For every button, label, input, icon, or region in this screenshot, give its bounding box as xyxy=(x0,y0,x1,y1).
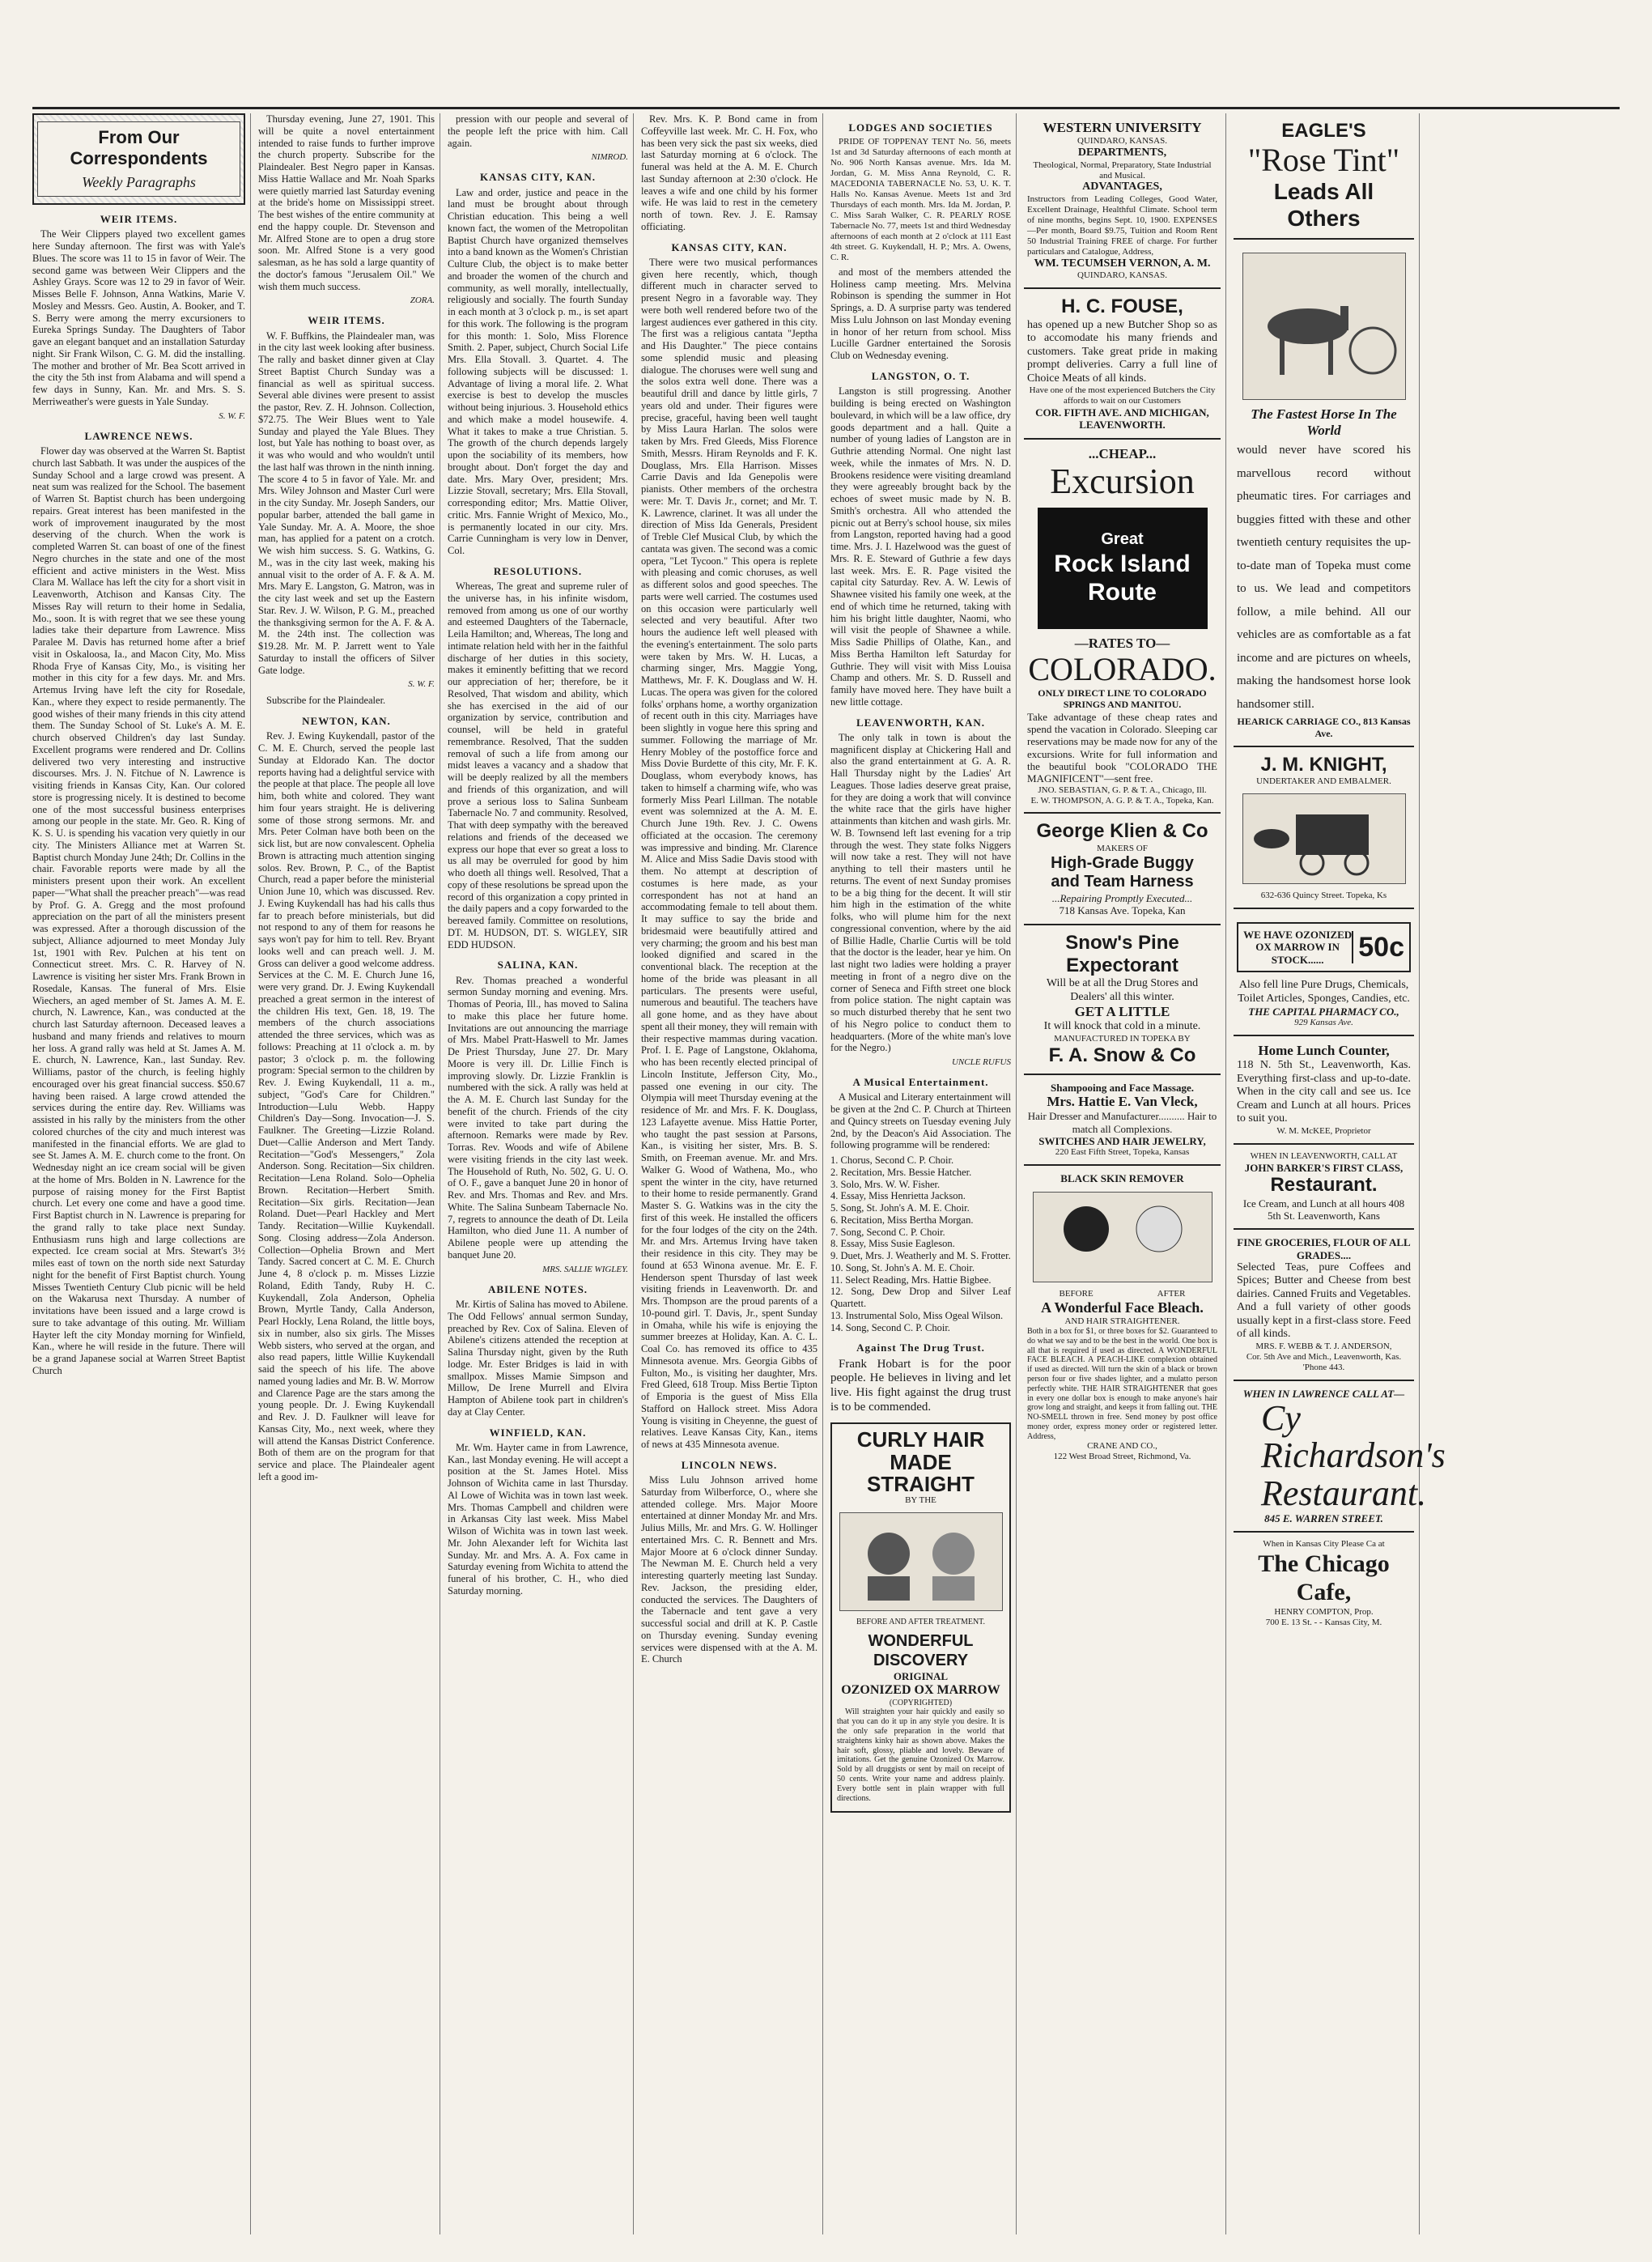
heading-kansas-city-2: KANSAS CITY, KAN. xyxy=(671,240,788,253)
before-after-faces-icon xyxy=(848,1521,994,1602)
article-continued: Thursday evening, June 27, 1901. This will be quite a novel entertainment intended to raise funds to further improve the church property. Subscribe for the Plaindealer. Best Negro paper in Kansas. Miss Hattie Wallace and Mr. Noah Sparks were quietly married last Saturday evening at the bride's home on Mississippi street. The best wishes of the entire community at end the happy couple. Dr. Stevenson and Mr. Alfred Stone are to open a drug store soon. Mr. Alfred Stone is a very good salesman, as he has sold a large quantity of the doctor's famous "Jerusalem Oil." We wish them much success. xyxy=(258,113,435,292)
article-continued: Rev. Mrs. K. P. Bond came in from Coffeyville last week. Mr. C. H. Fox, who has been very sick the past six weeks, died last Saturday morning at 6 o'clock. The funeral was held at the A. M. E. Church last Sunday afternoon at 2:30 o'clock. He leaves a wife and one child by his former wife. He was laid to rest in the cemetery north of town. Rev. J. E. Ramsay officiating. xyxy=(641,113,818,232)
signature: MRS. SALLIE WIGLEY. xyxy=(542,1264,628,1274)
heading-musical: A Musical Entertainment. xyxy=(852,1076,989,1089)
heading-resolutions: RESOLUTIONS. xyxy=(493,564,583,577)
heading-kansas-city: KANSAS CITY, KAN. xyxy=(480,171,596,184)
article-abilene: Mr. Kirtis of Salina has moved to Abilene. The Odd Fellows' annual sermon Sunday, preached by Rev. Cox of Salina. Eleven of Abilene's citizens attended the reception at Salina Thursday night, given by the Ruth lodge. Mr. Ester Bridges is laid in with smallpox. Misses Mamie Simpson and Millow, De Irene Murrell and Elvira Hampton of Abilene took part in children's day at Clay Center. xyxy=(448,1299,628,1418)
signature: NIMROD. xyxy=(591,152,628,163)
fouse-butcher-ad: H. C. FOUSE, has opened up a new Butcher Shop so as to accomodate his many friends and customers. Take great pride in making prompt deliveries. Carry a full line of Choice Meats of all kinds. Have one of the most experienced Butchers the City affords to wait on our Customers COR. FIFTH AVE. AND MICHIGAN, LEAVENWORTH. xyxy=(1024,289,1221,439)
article-resolutions: Whereas, The great and supreme ruler of the universe has, in his infinite wisdom, removed from among us one of our worthy and esteemed Daughters of the Tabernacle, Leila Hamilton; and, Whereas, The long and intimate relation held with her in the faithful discharge of her duties in this society, makes it eminently befitting that we record our appreciation of her; therefore, be it Resolved, That wisdom and ability, which she has exercised in the aid of our organization by service, contribution and counsel, will be held in grateful remembrance. Resolved, That the sudden removal of such a life from among our midst leaves a vacancy and a shadow that will be deeply realized by all the members and friends of this organization, and will prove a serious loss to Salina Sunbeam Tabernacle No. 7 and community. Resolved, That with deep sympathy with the bereaved relations and friends of the deceased we express our hope that ever so great a loss to us all may be overruled for good by him who doeth all things well. Resolved, That a copy of these resolutions be spread upon the record of this organization a copy printed in the daily papers and a copy forwarded to the bereaved family. Committee on resolutions, DT. M. HUDSON, DT. S. WIGLEY, SIR EDD HUDSON. xyxy=(448,580,628,950)
face-portraits-icon xyxy=(1042,1197,1204,1278)
program-item: 3. Solo, Mrs. W. W. Fisher. xyxy=(830,1178,941,1190)
groceries-ad: FINE GROCERIES, FLOUR OF ALL GRADES.... Selected Teas, pure Coffees and Spices; Butter and Cheese from best dairies. Canned Fruits and Vegetables. And a full variety of other goods usually kept in a first-class store. Feed of all kinds. MRS. F. WEBB & T. J. ANDERSON, Cor. 5th Ave and Mich., Leavenworth, Kas. 'Phone 443. xyxy=(1234,1230,1414,1381)
hearick-carriage-ad: The Fastest Horse In The World would never have scored his marvellous record without pheumatic tires. For carriages and buggies fitted with these and other twentieth century requisites the up-to-date man of Topeka must come to us. We lead and competitors follow, a mile behind. All our vehicles are as comfortable as a fat income and are pictures on wheels, making the handsomest horse look handsomer still. HEARICK CARRIAGE CO., 813 Kansas Ave. xyxy=(1234,240,1414,746)
signature: ZORA. xyxy=(410,296,435,306)
article-langston: Langston is still progressing. Another building is being erected on Washington boulevard, in which will be a law office, dry goods department and a hall. Quite a number of young ladies of Langston are in Guthrie attending Normal. One night last week, while the inmates of Mrs. N. D. Brookens residence were visiting dreamland they were agreeably brought back by the echoes of sweet music made by N. B. Smith's orchestra. All who attended the picnic out at Berry's school house, six miles from Langston, reported having had a good time. Mrs. J. I. Hazelwood was the guest of Mrs. R. E. Steward of Guthrie a few days last week. Mrs. E. R. Page visited the capital city Saturday. Rev. A. W. Lewis of Shawnee visited his family one week, at the end of which time he returned, taking with him his bright little daughter, Naomi, who will visit the people of Shawnee a while. Miss Sadie Phillips of Olathe, Kan., and Miss Bertha Hamilton left Saturday for Guthrie. They will visit with Miss Louisa Champ and others. Mr. S. D. Russell and family have moved here. They have built a new little cottage. xyxy=(830,385,1011,708)
article-continued: pression with our people and several of the people left the price with him. Call again. xyxy=(448,113,628,149)
knight-undertaker-ad: J. M. KNIGHT, UNDERTAKER AND EMBALMER. 632-636 Quincy Street. Topeka, Ks xyxy=(1234,747,1414,909)
article-salina: Rev. Thomas preached a wonderful sermon Sunday morning and evening. Mrs. Thomas of Peoria, Ill., has moved to Salina to make this place her future home. Invitations are out announcing the marriage of Mrs. Mabel Pratt-Haswell to Mr. James De Priest Thursday, June 27. Dr. Mary Moore is very ill. Dr. Lillie Finch is improving slowly. Dr. Lizzie Franklin is numbered with the sick. A rally was held at the A. M. E. Church last Sunday for the benefit of the church. Friends of the city were invited to take part during the afternoon. Remarks were made by Rev. Torras. Rev. Woods and wife of Abilene were visiting friends in the city last week. The Household of Ruth, No. 502, G. U. O. of O. F., gave a banquet June 20 in honor of Rev. and Mrs. Thomas and Rev. and Mrs. White. The Salina Sunbeam Tabernacle No. 7, regrets to announce the death of Dt. Leila Hamilton, who died June 11. A number of Abilene people were up attending the banquet June 20. xyxy=(448,974,628,1261)
masthead-box xyxy=(32,113,245,205)
columns xyxy=(32,113,1620,2234)
rose-tint-ad: EAGLE'S "Rose Tint" Leads All Others xyxy=(1234,113,1414,240)
signature: S. W. F. xyxy=(219,410,245,421)
heading-winfield: WINFIELD, KAN. xyxy=(489,1426,587,1439)
horse-buggy-icon xyxy=(1251,261,1397,391)
heading-abilene: ABILENE NOTES. xyxy=(487,1282,588,1295)
article-winfield: Mr. Wm. Hayter came in from Lawrence, Kan., last Monday evening. He will accept a position at the St. James Hotel. Miss Johnson of Wichita came in last Thursday. Al Lowe of Wichita was in town last week. Mrs. Thomas Campbell and children were in Arkansas City last week. Miss Mabel Wilson of Wichita was in town last week. Mr. John Alexander left for Wichita last Sunday. Mr. and Mrs. A. A. Fox came in Saturday evening from Wichita to attend the funeral of his brother, C. H., who died Saturday morning. xyxy=(448,1441,628,1597)
heading-langston: LANGSTON, O. T. xyxy=(871,369,970,382)
face-bleach-ad: BLACK SKIN REMOVER BEFORE AFTER A Wonderful Face Bleach. AND HAIR STRAIGHTENER. Both in a box for $1, or three boxes for $2. Guaranteed to do what we say and to be the best in the world. One box is all that is required if used as directed. A WONDERFUL FACE BLEACH. A PEACH-LIKE complexion obtained if used as directed. Will turn the skin of a black or brown person four or five shades lighter, and a mulatto person perfectly white. THE HAIR STRAIGHTENER that goes in every one dollar box is enough to make anyone's hair grow long and straight, and keeps it from falling out. THE NO-SMELL thrown in free. Send money by post office money order, express money order or registered letter. Address, CRANE AND CO., 122 West Broad Street, Richmond, Va. xyxy=(1027,1172,1217,1462)
hearse-icon xyxy=(1247,798,1401,879)
article-newton: Rev. J. Ewing Kuykendall, pastor of the C. M. E. Church, served the people last Sunday at Eldorado Kan. The doctor reports having had a delightful service with the people at that place. The people all love him, both white and colored. They want him four years straight. He is delivering some of those strong sermons. Mr. and Mrs. Peter Colman have both been on the sick list, but are now convalescent. Ophelia Brown is attracting much attention singing solos. Rev. Brown, P. C., of the Baptist Church, read a paper before the ministerial Union June 10, which was discussed. Rev. J. Ewing Kuykendall has had his calls thus far to preach before ministerials, but did not respond to any of them for reasons he says won't pay for him to tell. Rev. Bryant looks well and can preach well. J. M. Gross can deliver a good welcome address. Services at the C. M. E. Church June 16, were very grand. Dr. J. Ewing Kuykendall preached a great sermon in the interest of the children His text, Gen. 18, 19. The members of the church associations attended the three services, which was as follows: Preaching at 11 o'clock a. m. by pastor; 3 o'clock p. m. the following program: Special sermon to the children by Rev. J. Ewing Kuykendall, 11 a. m., subject, "God's Care for Children." Introduction—Lulu Webb. Happy Children's Day—Song. Invocation—J. S. Faulkner. The Greeting—Lizzie Roland. Duet—Callie Anderson and Mert Tandy. Recitation—"God's Messengers," Zola Anderson. Song. Recitation—Six children. Recitation—Lena Roland. Solo—Ophelia Brown. Recitation—Herbert Smith. Recitation—Six girls. Recitation—Jean Roland. Duet—Pearl Hackley and Mert Tandy. Recitation—Willie Kuykendall. Song. Closing address—Zola Anderson. Collection—Ophelia Brown and Mert Tandy. Sacred concert at C. M. E. Church June 4, 8 o'clock p. m. Misses Lizzie Roland, Edith Tandy, Ruby H. C. Kuykendall, Zola Anderson, Ophelia Brown, Myrtle Tandy, Calla Anderson, Pearl Hockly, Lena Roland, the little boys, six in number, also six girls. The Misses Webb sisters, who served at the organ, and also read papers, little Willie Kuykendall said the speech of his life. The above named young ladies and Mr. B. W. Morrow and Clarence Page are the stars among the young people. Dr. J. Ewing Kuykendall and Rev. J. D. Faulkner will leave for Kansas City, Mo., next week, where they will attend the Kansas District Conference. Both of them are on the program for that service and place. The Plaindealer agent left a good im- xyxy=(258,730,435,1482)
price-badge: 50c xyxy=(1352,931,1404,963)
column-7 xyxy=(1234,113,1446,2234)
rock-island-logo: Great Rock Island Route xyxy=(1038,508,1208,629)
program-list xyxy=(830,1154,1011,1333)
program-item: 4. Essay, Miss Henrietta Jackson. xyxy=(830,1190,966,1202)
column-1 xyxy=(32,113,251,2234)
product-name: OZONIZED OX MARROW xyxy=(841,1682,1000,1697)
program-item: 12. Song, Dew Drop and Silver Leaf Quartett. xyxy=(830,1286,1011,1310)
heading-lawrence-news: LAWRENCE NEWS. xyxy=(84,429,193,442)
program-item: 13. Instrumental Solo, Miss Ogeal Wilson. xyxy=(830,1309,1004,1321)
heading-lodges: LODGES AND SOCIETIES xyxy=(848,121,993,134)
article-musical: A Musical and Literary entertainment will be given at the 2nd C. P. Church at Thirteen and Quincy streets on Tuesday evening July 2nd, by the Deacon's Aid Association. The following programme will be rendered: xyxy=(830,1091,1011,1151)
program-item: 14. Song, Second C. P. Choir. xyxy=(830,1321,950,1333)
barker-restaurant-ad: WHEN IN LEAVENWORTH, CALL AT JOHN BARKER'S FIRST CLASS, Restaurant. Ice Cream, and Lunch at all hours 408 5th St. Leavenworth, Kans xyxy=(1234,1145,1414,1230)
rock-island-ad: ...CHEAP... Excursion Great Rock Island Route —RATES TO— COLORADO. ONLY DIRECT LINE TO COLORADO SPRINGS AND MANITOU. Take advantage of these cheap rates and spend the vacation in Colorado. Sleeping car reservations may be made now for any of the excursions. Write for full information and the beautiful book "COLORADO THE MAGNIFICENT"—sent free. JNO. SEBASTIAN, G. P. & T. A., Chicago, Ill. E. W. THOMPSON, A. G. P. & T. A., Topeka, Kan. xyxy=(1024,440,1221,814)
program-item: 1. Chorus, Second C. P. Choir. xyxy=(830,1154,954,1167)
ad-title: CURLY HAIR MADE STRAIGHT xyxy=(856,1427,985,1497)
program-item: 6. Recitation, Miss Bertha Morgan. xyxy=(830,1214,974,1226)
heading-weir-items: WEIR ITEMS. xyxy=(100,213,178,226)
cy-richardson-ad: WHEN IN LAWRENCE CALL AT— Cy Richardson's Restaurant. 845 E. WARREN STREET. xyxy=(1234,1381,1414,1533)
klien-buggy-ad: George Klien & Co MAKERS OF High-Grade Buggy and Team Harness ...Repairing Promptly Executed... 718 Kansas Ave. Topeka, Kan xyxy=(1024,814,1221,925)
heading-weir-items-2: WEIR ITEMS. xyxy=(308,314,385,327)
column-6 xyxy=(1024,113,1226,2234)
program-item: 10. Song, St. John's A. M. E. Choir. xyxy=(830,1261,975,1273)
snow-expectorant-ad: Snow's Pine Expectorant Will be at all the Drug Stores and Dealers' all this winter. GET A LITTLE It will knock that cold in a minute. MANUFACTURED IN TOPEKA BY F. A. Snow & Co xyxy=(1024,925,1221,1076)
portrait-image xyxy=(839,1512,1003,1611)
curly-hair-ad: CURLY HAIR MADE STRAIGHT BY THE BEFORE AND AFTER TREATMENT. WONDERFUL DISCOVERY ORIGINAL OZONIZED OX MARROW (COPYRIGHTED) Will straighten your hair quickly and easily so that you can do it up in any style you desire. It is the only safe preparation in the world that straightens kinky hair as shown above. Makes the hair soft, glossy, pliable and lovely. Beware of imitations. Get the genuine Ozonized Ox Marrow. Sold by all druggists or sent by mail on receipt of 50 cents. Write your name and address plainly. Every bottle sent in plain wrapper with full directions. xyxy=(830,1422,1011,1813)
program-item: 8. Essay, Miss Susie Eagleson. xyxy=(830,1238,955,1250)
section-subtitle: Weekly Paragraphs xyxy=(82,173,196,190)
western-university-ad: WESTERN UNIVERSITY QUINDARO, KANSAS. DEPARTMENTS, Theological, Normal, Preparatory, State Industrial and Musical. ADVANTAGES, Instructors from Leading Colleges, Good Water, Excellent Drainage, Healthful Climate. School term of nine months, begins Sept. 10, 1900. EXPENSES—Per month, Board $9.75, Tuition and Room Rent 50 Industrial Training FREE of charge. For further particulars and Catalogue, Address, WM. TECUMSEH VERNON, A. M. QUINDARO, KANSAS. xyxy=(1024,113,1221,289)
horse-illustration xyxy=(1242,253,1406,400)
article-drug-trust: Frank Hobart is for the poor people. He believes in living and let live. His fight against the drug trust is to be commended. xyxy=(830,1357,1011,1414)
column-8 xyxy=(1427,113,1605,2234)
ad-body: Will straighten your hair quickly and easily so that you can do it up in any style you desire. It is the only safe preparation in the world that straightens kinky hair as shown above. Makes the hair soft, glossy, pliable and lovely. Beware of imitations. Get the genuine Ozonized Ox Marrow. Sold by all druggists or sent by mail on receipt of 50 cents. Write your name and address plainly. Every bottle sent in plain wrapper with full directions. xyxy=(837,1707,1004,1803)
program-item: 11. Select Reading, Mrs. Hattie Bigbee. xyxy=(830,1273,992,1286)
lodges-listing: PRIDE OF TOPPENAY TENT No. 56, meets 1st and 3d Saturday afternoons of each month at No. 906 North Kansas avenue. Mrs. Ida M. Jordan, G. M. Miss Anna Reynold, C. R. MACEDONIA TABERNACLE No. 53, U. K. T. Halls No. Kansas Avenue. Meets 1st and 3rd Thursdays of each month. Mrs. Ida M. Jordan, P. C. Miss Sarah Walker, C. R. PEARLY ROSE Tabernacle No. 77, meets 1st and third Wednesday afternoons of each month at 2 o'clock at 111 East 4th street. G. Kuykendall, H. P.; Mrs. A. Owens, C. R. xyxy=(830,137,1011,262)
lunch-counter-ad: Home Lunch Counter, 118 N. 5th St., Leavenworth, Kas. Everything first-class and up-to-date. When in the city call and see us. Ice Cream and Lunch at all hours. Prices to suit you. W. M. McKEE, Proprietor xyxy=(1234,1036,1414,1145)
article-kansas-city: Law and order, justice and peace in the land must be brought about through Christian education. This being a well known fact, the women of the Metropolitan Baptist Church have organized themselves into a band known as the Women's Christian Culture Club, the object is to make better and broader the women of the church and community, as well morally, intellectually, religiously and socially. The fourth Sunday in each month at 3 o'clock p. m., is set apart for this work. The following is the program for this month: 1. Solo, Miss Florence Smith. 2. Paper, subject, Church Social Life Mrs. Ella Stovall. 3. Quartet. 4. The following subjects will be discussed: 1. Advantage of living a moral life. 2. What exercise is best to develop the muscles without being injurious. 3. Household ethics and which make a model housewife. 4. What it takes to make a true Christian. 5. The growth of the church depends largely upon the sociability of its members, how brought about. Don't forget the day and date. Mrs. Mary Over, president; Mrs. Lizzie Stovall, secretary; Mrs. Ella Stovall, corresponding editor; Mrs. Mattie Oliver, critic. Mrs. Fannie Wright of Mexico, Mo., is permanently located in our city. Mrs. Carrie Cunningham is very low in Denver, Col. xyxy=(448,186,628,557)
article-lincoln: Miss Lulu Johnson arrived home Saturday from Wilberforce, O., where she attended college. Mrs. Major Moore entertained at dinner Monday Mr. and Mrs. Julius Mills, Mr. and Mrs. G. W. Hollinger entertained Mrs. C. R. Bennett and Mrs. Major Moore at 6 o'clock dinner Sunday. The Newman M. E. Church held a very interesting quarterly meeting last Sunday. Rev. Jackson, the presiding elder, conducted the services. The Daughters of the Tabernacle and tent gave a very successful social and drill at K. P. Castle on Thursday evening. Sunday evening services were dispensed with at the A. M. E. Church xyxy=(641,1474,818,1665)
heading-leavenworth: LEAVENWORTH, KAN. xyxy=(856,716,985,729)
ad-subtitle: WONDERFUL DISCOVERY xyxy=(868,1632,974,1669)
top-rule xyxy=(32,107,1620,109)
heading-salina: SALINA, KAN. xyxy=(497,959,579,972)
article-weir-items-2: W. F. Buffkins, the Plaindealer man, was in the city last week looking after business. The rally and basket dinner given at Clay Street Baptist Church Sunday was a financial as well as spiritual success. Several able divines were present to assist the pastor, Rev. Z. H. Johnson. Collection, $72.75. The Weir Blues went to Yale Sunday and played the Yale Blues. They lost, but Yale has nothing to boast over, as it was who would and who wouldn't until the last half was thrown in the ninth inning. The score 4 to 5 in favor of Yale. Mr. and Mrs. Wiley Johnson and Master Curl were in the city Sunday. Mr. Joseph Sanders, our popular barber, attended the ball game in Yale Sunday. Mr. A. A. Moore, the shoe man, has applied for a patent on a crotch. We wish him success. S. G. Watkins, G. M., was in the city last week, making his annual visit to the order of A. F. & A. M. Mrs. Mary E. Langston, G. Matron, was in the city last week and set up the Eastern Star. Rev. J. W. Wilson, P. G. M., preached the thanksgiving sermon for the A. F. & A. M. the 24th inst. The collection was $19.28. Mr. M. P. Jarrett went to Yale Saturday to install the officers of Silver Gate lodge. xyxy=(258,330,435,676)
section-title: From Our Correspondents xyxy=(70,127,208,168)
heading-drug-trust: Against The Drug Trust. xyxy=(856,1341,985,1354)
article-weir-items: The Weir Clippers played two excellent games here Sunday afternoon. The first was with Yale's Blues. The score was 11 to 15 in favor of Weir. The second game was between Weir Clippers and the Ashley Grays. Score was 12 to 29 in favor of Weir. Misses Belle F. Johnson, Anna Watkins, Marie V. Mosley and Messrs. Geo. Austin, A. Booker, and T. S. Berry were among the merry excursioners to Eureka Springs Sunday. The Daughters of Tabor gave an elegant banquet and an installation Saturday night. Sir Frank Wilson, C. G. M. did the installing. The mother and brother of Mr. Bea Scott arrived in the city the 5th inst from Alabama and will spend a few days in Sunny, Kan. Mr. and Mrs. S. S. Merriweather's were guests in Yale Sunday. xyxy=(32,228,245,407)
heading-newton: NEWTON, KAN. xyxy=(302,715,391,728)
before-after-image xyxy=(1033,1192,1212,1282)
signature: S. W. F. xyxy=(408,679,435,690)
chicago-cafe-ad: When in Kansas City Please Ca at The Chicago Cafe, HENRY COMPTON, Prop. 700 E. 13 St. - - Kansas City, M. xyxy=(1258,1539,1390,1627)
subscribe-note: Subscribe for the Plaindealer. xyxy=(266,695,386,707)
capital-pharmacy-ad: WE HAVE OZONIZED OX MARROW IN STOCK...... 50c Also fell line Pure Drugs, Chemicals, Toilet Articles, Sponges, Candies, etc. THE CAPITAL PHARMACY CO., 929 Kansas Ave. xyxy=(1234,909,1414,1036)
article-kansas-city-2: There were two musical performances given here recently, which, though different much in character served to present Negro in a favorable way. They were both well rendered before two of the largest audiences ever gathered in this city. The first was a religious cantata "Jeptha and His Daughter." The piece contains some splendid music and pleasing dialogue. The choruses were well sung and the solos extra well done. There was a beautiful drill and dance by little girls, 7 years old and under. Their figures were precise, graceful, having been well taught by Miss Laura Harlan. The solos were taken by Mrs. Fred Gleeds, Miss Florence Smith, Messrs. Hiram Reynolds and F. K. Douglass, Mrs. Ella Harrison. Misses Carrie Davis and Ida Genepolis were pianists. Other members of the orchestra were: Mr. T. Davis Jr., cornet; and Mr. T. K. Lawrence, clarinet. It was all under the direction of Miss Ida Generals, President of Treble Clef Musical Club, by which the cantata was given. The second was a comic opera, "Let Tycoon." This opera is replete with pleasing and comic choruses, as well as different solos and good speeches. The parts were well carried. The costumes used on this occasion were particularly well selected and very beautiful. After two hours the audience left well pleased with the evening's entertainment. The solo parts were taken by Mrs. W. H. Lucas, a charming singer, Mrs. Maggie Yong, Matthews, Mr. F. K. Douglass and W. H. Lucas. The opera was given for the colored folks' orphans home, a worthy organization of recent outh in this city. Marriages have been slightly in vogue here this spring and summer. Following the marriage of Mr. Henry Mobley of the postoffice force and Miss Dovie Burdette of this city, Mr. F. K. Douglass, whom everybody knows, has taken to himself a charming wife, who was formerly Miss Pearl Lillman. The notable event was solemnized at the A. M. E. Church June 19th. Rev. J. C. Owens officiated at the occasion. The ceremony was impressive and binding. Mr. Clarence M. Alice and Miss Sadie Davis stood with them. No attempt at description of costumes is here made, as your correspondent has not at hand an accommodating female to tell about them. It may suffice to say the bride and bridesmaid were beautifully attired and very charming; the groom and his best man looked dignified and scared in the conventional black. The reception at the home of the bride was pleasant in all particulars. The presents were useful, numerous and beautiful. The teachers have all gone home, and as they have about spent all their money, they will remain with their respective mammas during vacation. Prof. I. E. Page of Langstone, Oklahoma, who has been recently elected principal of Lincoln Institute, Jefferson City, Mo., passed one evening in our city. The Olympia will meet Thursday evening at the residence of Mr. and Mrs. F. K. Douglass, 123 Lafayette avenue. Miss Hattie Porter, who taught the past session at Parsons, Kan., is visiting her sister, Mrs. B. S. Smith, on Freeman avenue. Mr. and Mrs. Walker G. Wood of Wathena, Mo., who spent the winter in the city, have returned to their home to reside permanently. Grand Master S. G. Watkins was in the city the first of this week. He installed the officers for the four lodges of the city on the 24th. Mr. and Mrs. Artemus Irving have taken their residence in this city. They may be found at 653 Winona avenue. Mr. E. F. Henderson spent Thursday of last week visiting friends in Leavenworth. Dr. and Mrs. Thompson are the proud parents of a 10-pound girl. T. Davis, Jr., spent Sunday in Omaha, while his wife is enjoying the summer breezes at Holiday, Kan. A. C. L. Coal Co. has removed its office to 435 Minnesota avenue. Mrs. Georgia Gibbs of Fulton, Mo., is visiting her daughter, Mrs. Fred Gleed, 618 Troup. Miss Bertie Tipton of Emporia is the guest of Miss Ella Stafford on Hallock street. Miss Adora Young is visiting in Cheyenne, the guest of relatives. Leave Kansas City, Kan., items of news at 435 Minnesota avenue. xyxy=(641,256,818,1451)
heading-lincoln: LINCOLN NEWS. xyxy=(681,1458,778,1471)
program-item: 5. Song, St. John's A. M. E. Choir. xyxy=(830,1202,970,1214)
van-vleck-hair-ad: Shampooing and Face Massage. Mrs. Hattie E. Van Vleck, Hair Dresser and Manufacturer.......... Hair to match all Complexions. SWITCHES AND HAIR JEWELRY, 220 East Fifth Street, Topeka, Kansas xyxy=(1024,1075,1221,1166)
article-leavenworth: The only talk in town is about the magnificent display at Chickering Hall and also the grand entertainment at G. A. R. Hall Thursday night by the Ladies' Art Leagues. Those ladies deserve great praise, for they are doing a work that will convince the white race that the girls have higher attainments than kitchen and wash girls. Mr. W. B. Townsend left last evening for a trip through the west. They state folks Niggers will now take a rest. They will not have anything to tell their masters until he returns. The event of next Sunday promises to be a big thing for the decent. It will stir him high in the estimation of the white folks, who will plume him for the next congressional convention, where by the aid of Billie Hadle, Charlie Curtis will be told that the doctor is the leader, hear ye him. On last night two ladies were holding a prayer meeting in front of a negro dive on the corner of Seneca and Fifth street one block from police station. The night captain was so much disturbed thereby that he sent two of his Negro police to conduct them to headquarters. (More of the white man's love for the Negro.) xyxy=(830,731,1011,1054)
hearse-illustration xyxy=(1242,793,1406,884)
signature: UNCLE RUFUS xyxy=(951,1057,1011,1068)
article-lawrence-news: Flower day was observed at the Warren St. Baptist church last Sabbath. It was under the auspices of the Sunday School and a large crowd was present. A neat sum was realized for the School. The basement of Warren St. Baptist church has been undergoing repairs. Great interest has been manifested in the work of improvement inaugurated by the most deserving of the church. When the work is completed Warren St. can boast of one of the finest Negro churches in the state and one of the most efficient and active ministers in the West. Miss Clara M. Wallace has left the city for a short visit in Leavenworth, Atchison and Kansas City. The Misses Ray will return to their home in Sedalia, Mo., soon. It is with regret that we see these young ladies take their departure from Lawrence. Miss Paralee M. Davis has returned home after a brief visit in Oskaloosa, Ia., and Macon City, Mo. Miss Rhoda Frye of Kansas City, Mo., is visiting her mother in this city for a few days. Mr. and Mrs. Artemus Irving have left the city for Rosedale, Kan., where they expect to reside permanently. The good wishes of their many friends in this city attend them. The Sunday School of St. Luke's A. M. E. church observed Children's day last Sunday. Excellent programs were rendered and Dr. Collins delivered two very interesting and instructive discourses. Mrs. J. N. Fitchue of N. Lawrence is visiting friends in Kansas City, Kan. Our colored store is progressing nicely. It is destined to become one of the most successful business enterprises among our people in the state. Mr. Geo. R. King of K. S. U. is spending his vacation very quietly in our city. The Ministers Alliance met at Warren St. Baptist church Monday June 24th; Dr. Collins in the chair. Favorable reports were made by all the ministers present upon their work. An excellent paper—"What shall the preacher preach"—was read by Prof. G. A. Gregg and the most profound appreciation on the part of all the ministers present was expressed. After a thorough discussion of the subject, Alliance adjourned to meet Monday July 1st, 1901 with Rev. Pulchen at his tent on Connecticut street. Mrs. C. R. Harvey of N. Lawrence is visiting her sister Mrs. Frank Brown in Rosedale, Kansas. The funeral of Mrs. Elsie Wiechers, an aged member of St. James A. M. E. church, N. Lawrence, Kan., was conducted at the church last Saturday afternoon. Deceased leaves a husband and many friends and relatives to mourn her loss. A grand rally was held at St. James A. M. E. church, N. Lawrence, Kan., last Sunday. Rev. Williams, pastor of the church, is feeling highly encouraged over his great financial success. $50.67 having been raised. A large crowd attended the services during the entire day. Rev. Williams was assisted in his rally by the ministers from the other colored churches of the city and much interest was manifested in the financial efforts. We are glad to see St. James A. M. E. church come to the front. On Wednesday night an ice cream social will be given at the home of Mrs. Bolden in N. Lawrence for the purpose of raising money for the First Baptist church. Let every one come and have a good time. First Baptist church in N. Lawrence is preparing for the grand rally to take place next Sunday. Enthusiasm runs high and large collections are expected. Ice cream social at Mrs. Stewart's 3½ miles east of town on the north side next Saturday night for the benefit of First Baptist church. Young Misses Twentieth Century Club picnic will be held on the Wakarusa next Thursday. A number of invitations have been issued and a large crowd is sure to take advantage of this outing. Mr. William Hayter left the city Monday morning for Winfield, Kan., where he will reside in the future. There will be a grand Japanese social at Warren Street Baptist Church xyxy=(32,445,245,1376)
column-2 xyxy=(258,113,440,2234)
column-4 xyxy=(641,113,823,2234)
article-continued: and most of the members attended the Holiness camp meeting. Mrs. Melvina Robinson is spending the summer in Hot Springs, a. D. A surprise party was tendered Miss Lulu Johnson on last Monday evening in honor of her return from school. Miss Lucille Gardner entertained the Sorosis Club on Wednesday evening. xyxy=(830,266,1011,362)
program-item: 7. Song, Second C. P. Choir. xyxy=(830,1226,945,1238)
program-item: 9. Duet, Mrs. J. Weatherly and M. S. Frotter. xyxy=(830,1250,1011,1262)
column-5 xyxy=(830,113,1017,2234)
column-3 xyxy=(448,113,634,2234)
program-item: 2. Recitation, Mrs. Bessie Hatcher. xyxy=(830,1166,972,1178)
